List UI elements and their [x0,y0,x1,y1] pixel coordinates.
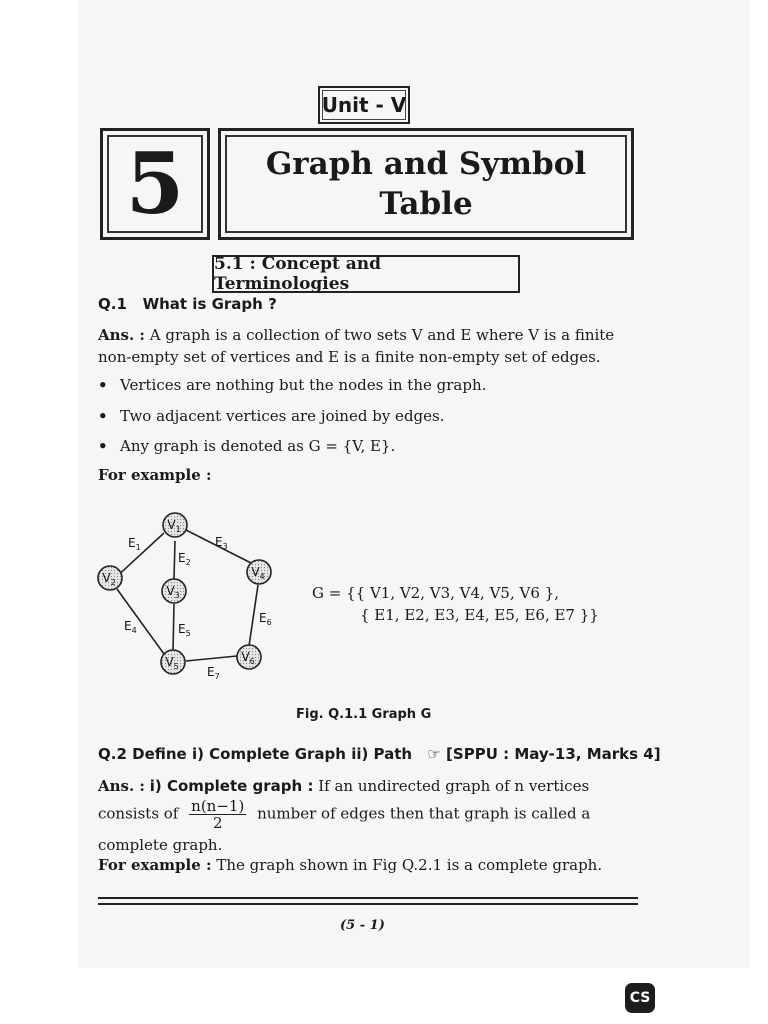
q2-def-part4: complete graph. [98,836,223,854]
q2-example-text: The graph shown in Fig Q.2.1 is a complete graph. [216,856,603,874]
edge-count-fraction [189,798,246,831]
scanner-logo: CS [625,983,655,1013]
q2-question: Define i) Complete Graph ii) Path [132,745,413,763]
q2-heading [98,745,661,763]
q1-question: What is Graph ? [142,295,277,313]
footer-rule [98,897,638,907]
chapter-title-box [218,128,634,240]
figure-caption: Fig. Q.1.1 Graph G [296,707,432,722]
edge-e3-label: $E_3$ [215,535,228,551]
q2-term: i) Complete graph : [149,777,314,795]
graph-set-line2: { E1, E2, E3, E4, E5, E6, E7 }} [360,606,599,624]
q1-for-example: For example : [98,466,212,484]
node-v3-label: $V_3$ [166,584,180,600]
q2-number: Q.2 [98,745,127,763]
edge-e7 [186,656,237,661]
edge-e5 [173,604,174,651]
q2-example [98,854,643,876]
q1-number: Q.1 [98,295,127,313]
node-v5-label: $V_5$ [165,655,179,671]
chapter-number-box [100,128,210,240]
edge-e4-label: $E_4$ [124,619,137,635]
edge-e7-label: $E_7$ [207,665,220,681]
q1-bullet-2: • Two adjacent vertices are joined by edges. [120,407,445,425]
pointing-hand-icon: ☞ [427,745,441,763]
node-v2-label: $V_2$ [102,571,116,587]
q1-ans-line2: non-empty set of vertices and E is a finite non-empty set of edges. [98,348,601,366]
node-v1-label: $V_1$ [167,518,181,534]
node-v6-label: $V_6$ [241,650,255,666]
q2-example-label: For example : [98,856,212,874]
unit-label: Unit - V [318,86,410,124]
q2-answer-line2 [98,798,638,831]
q2-reference: [SPPU : May-13, Marks 4] [446,745,661,763]
chapter-number: 5 [125,134,185,233]
chapter-title: Graph and Symbol Table [265,146,587,222]
graph-set-line1: G = {{ V1, V2, V3, V4, V5, V6 }, [312,584,559,602]
graph-figure [80,500,320,690]
edge-e5-label: $E_5$ [178,622,191,638]
q1-ans-label: Ans. : [98,326,145,344]
q1-bullet-1: • Vertices are nothing but the nodes in the graph. [120,376,486,394]
page-number: (5 - 1) [340,918,385,933]
edge-e1-label: $E_1$ [128,536,141,552]
q2-def-part3: number of edges then that graph is called a [257,804,591,823]
q2-answer-line1 [98,775,638,797]
q1-bullet-3: • Any graph is denoted as G = {V, E}. [120,437,395,455]
q1-heading [98,295,277,313]
q2-def-part1: If an undirected graph of n vertices [318,777,590,795]
edge-e6 [249,585,258,646]
q1-ans-line1: A graph is a collection of two sets V and E where V is a finite [149,326,615,344]
node-v4-label: $V_4$ [251,565,265,581]
fraction-numerator: n(n−1) [191,797,245,815]
edge-e2 [174,541,175,579]
q2-def-part2: consists of [98,804,179,823]
q2-ans-label: Ans. : [98,777,145,795]
fraction-denominator: 2 [212,814,223,832]
edge-e6-label: $E_6$ [259,611,272,627]
edge-e2-label: $E_2$ [178,551,191,567]
q1-answer [98,324,638,368]
section-title: 5.1 : Concept and Terminologies [212,255,520,293]
